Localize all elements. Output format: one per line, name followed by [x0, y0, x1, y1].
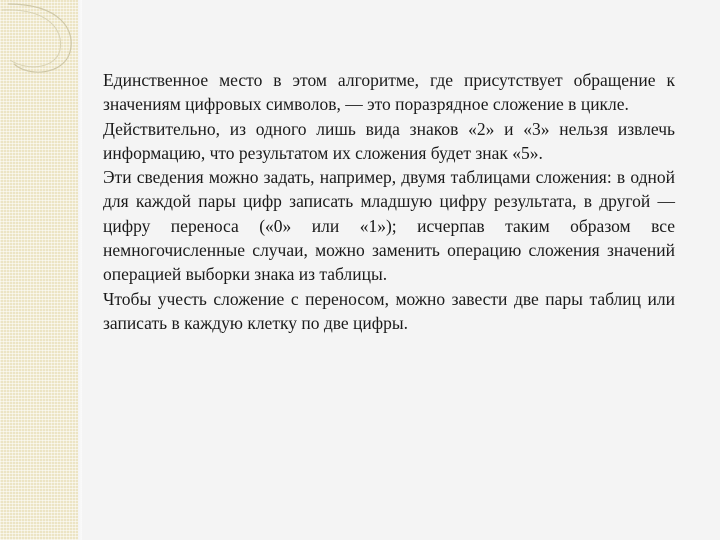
paragraph-2: Действительно, из одного лишь вида знаков «2» и «3» нельзя извлечь информацию, что результатом их сложения будет знак «5». [103, 118, 675, 163]
paragraph-4: Чтобы учесть сложение с переносом, можно завести две пары таблиц или записать в каждую клетку по две цифры. [103, 288, 675, 333]
decorative-side-band [0, 0, 78, 540]
paragraph-1: Единственное место в этом алгоритме, где присутствует обращение к значениям цифровых символов, — это поразрядное сложение в цикле. [103, 70, 675, 115]
side-band-edge [78, 0, 82, 540]
ring-arc-inner [2, 10, 61, 67]
slide-text-body [103, 68, 675, 335]
ring-arc-outer [8, 4, 71, 72]
paragraph-3: Эти сведения можно задать, например, двумя таблицами сложения: в одной для каждой пары цифр записать младшую цифру результата, в другой — цифру переноса («0» или «1»); исчерпав таким образом все немногочисленные случаи, можно заменить операцию сложения значений операцией выборки знака из таблицы. [103, 167, 675, 285]
